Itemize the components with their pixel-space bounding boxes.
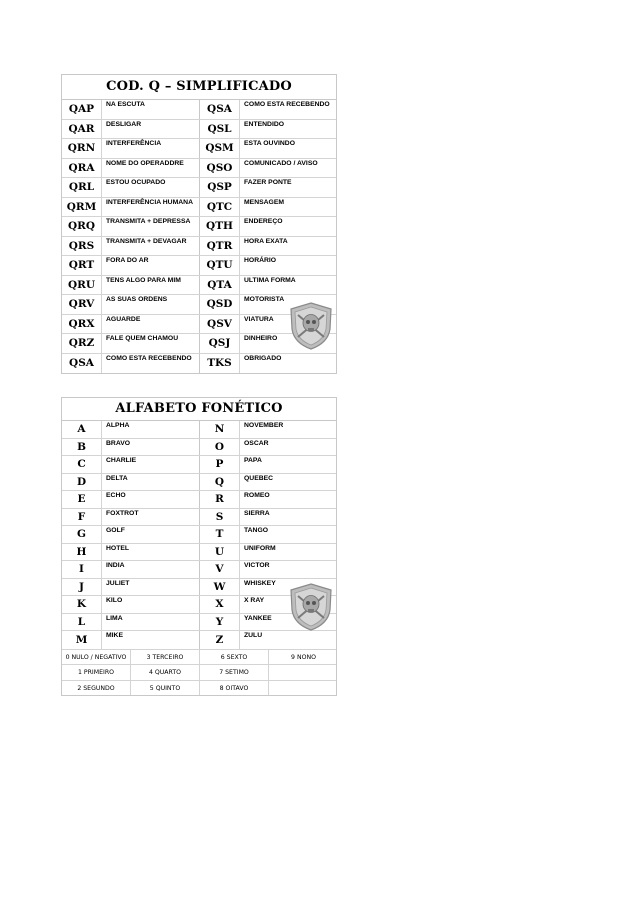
number-word-cell: 3 TERCEIRO [131, 650, 200, 665]
number-word-cell: 2 SEGUNDO [62, 681, 131, 696]
code-cell: L [62, 614, 102, 631]
meaning-cell: COMO ESTA RECEBENDO [244, 101, 330, 108]
meaning-cell: NOVEMBER [244, 422, 284, 429]
meaning-cell: SIERRA [244, 509, 270, 517]
code-cell: S [200, 509, 240, 526]
table-row [62, 276, 336, 296]
code-cell: QSJ [200, 334, 240, 353]
meaning-cell: MOTORISTA [244, 296, 285, 303]
code-cell: QTC [200, 198, 240, 217]
code-cell: Q [200, 474, 240, 491]
number-word-cell: 7 SETIMO [200, 665, 269, 680]
code-cell: QRL [62, 178, 102, 197]
meaning-cell: COMO ESTA RECEBENDO [102, 354, 200, 374]
code-cell: F [62, 509, 102, 526]
table-row [62, 159, 336, 179]
meaning-cell: NOME DO OPERADDRE [102, 159, 200, 178]
meaning-cell: KILO [102, 596, 200, 613]
code-cell: K [62, 596, 102, 613]
code-cell: QTA [200, 276, 240, 295]
meaning-cell: WHISKEY [244, 579, 276, 587]
meaning-cell: FOXTROT [102, 509, 200, 526]
code-cell: QSO [200, 159, 240, 178]
code-cell: D [62, 474, 102, 491]
meaning-cell: MIKE [102, 631, 200, 649]
code-cell: QSL [200, 120, 240, 139]
meaning-cell: DELTA [102, 474, 200, 491]
meaning-cell: BRAVO [102, 439, 200, 456]
code-cell: R [200, 491, 240, 508]
meaning-cell: TRANSMITA + DEVAGAR [102, 237, 200, 256]
code-cell: QRU [62, 276, 102, 295]
code-cell: C [62, 456, 102, 473]
table-row [62, 474, 336, 492]
table-row [62, 491, 336, 509]
meaning-cell: X RAY [244, 597, 265, 604]
number-word-cell: 8 OITAVO [200, 681, 269, 696]
table-row [62, 178, 336, 198]
number-word-cell: 5 QUINTO [131, 681, 200, 696]
table-row [62, 237, 336, 257]
meaning-cell: INDIA [102, 561, 200, 578]
code-cell: QSD [200, 295, 240, 314]
meaning-cell: ENDEREÇO [244, 218, 283, 225]
skull-shield-icon [288, 582, 334, 632]
code-cell: M [62, 631, 102, 649]
meaning-cell: CHARLIE [102, 456, 200, 473]
code-cell: QAR [62, 120, 102, 139]
code-cell: QRV [62, 295, 102, 314]
table-row [62, 561, 336, 579]
code-cell: QTR [200, 237, 240, 256]
code-cell: QTH [200, 217, 240, 236]
code-cell: G [62, 526, 102, 543]
meaning-cell: QUEBEC [244, 474, 274, 482]
phonetic-alphabet-table [61, 397, 337, 696]
meaning-cell: FORA DO AR [102, 256, 200, 275]
meaning-cell: COMUNICADO / AVISO [244, 159, 318, 167]
code-cell: I [62, 561, 102, 578]
table-row [62, 256, 336, 276]
table-row [62, 526, 336, 544]
meaning-cell: ESTA OUVINDO [244, 140, 295, 147]
code-cell: QRQ [62, 217, 102, 236]
table-row [62, 120, 336, 140]
code-cell: QSA [62, 354, 102, 374]
phonetic-alphabet-title: ALFABETO FONÉTICO [62, 398, 336, 421]
number-words-rows [62, 649, 336, 696]
table-row [62, 664, 336, 680]
table-row [62, 544, 336, 562]
code-cell: QSV [200, 315, 240, 334]
meaning-cell: VIATURA [244, 315, 274, 323]
table-row [62, 649, 336, 665]
code-cell: J [62, 579, 102, 596]
code-cell: QRS [62, 237, 102, 256]
code-cell: V [200, 561, 240, 578]
code-cell: N [200, 421, 240, 438]
meaning-cell: TRANSMITA + DEPRESSA [102, 217, 200, 236]
meaning-cell: JULIET [102, 579, 200, 596]
table-row [62, 100, 336, 120]
meaning-cell: INTERFERÊNCIA [102, 139, 200, 158]
code-cell: QRM [62, 198, 102, 217]
meaning-cell: FAZER PONTE [244, 179, 292, 186]
meaning-cell: YANKEE [244, 614, 272, 622]
number-word-cell: 0 NULO / NEGATIVO [62, 650, 131, 665]
meaning-cell: TENS ALGO PARA MIM [102, 276, 200, 295]
meaning-cell: INTERFERÊNCIA HUMANA [102, 198, 200, 217]
meaning-cell: ECHO [102, 491, 200, 508]
code-cell: Y [200, 614, 240, 631]
meaning-cell: DESLIGAR [102, 120, 200, 139]
table-row [62, 680, 336, 696]
code-cell: W [200, 579, 240, 596]
code-cell: QTU [200, 256, 240, 275]
meaning-cell: ZULU [244, 632, 263, 639]
meaning-cell: ULTIMA FORMA [244, 276, 296, 284]
meaning-cell: AS SUAS ORDENS [102, 295, 200, 314]
code-cell: Z [200, 631, 240, 649]
meaning-cell: VICTOR [244, 562, 270, 569]
code-cell: H [62, 544, 102, 561]
meaning-cell: PAPA [244, 457, 262, 464]
meaning-cell: UNIFORM [244, 544, 276, 552]
table-row [62, 631, 336, 649]
code-cell: QRX [62, 315, 102, 334]
meaning-cell: HORÁRIO [244, 257, 277, 264]
code-cell: QRA [62, 159, 102, 178]
table-row [62, 509, 336, 527]
meaning-cell: ALPHA [102, 421, 200, 438]
code-cell: TKS [200, 354, 240, 374]
table-row [62, 217, 336, 237]
meaning-cell: GOLF [102, 526, 200, 543]
code-cell: QRN [62, 139, 102, 158]
skull-shield-icon [288, 301, 334, 351]
table-row [62, 456, 336, 474]
q-code-title: COD. Q – SIMPLIFICADO [62, 75, 336, 100]
table-row [62, 439, 336, 457]
table-row [62, 198, 336, 218]
meaning-cell: LIMA [102, 614, 200, 631]
table-row [62, 354, 336, 374]
meaning-cell: DINHEIRO [244, 335, 278, 342]
code-cell: T [200, 526, 240, 543]
code-cell: P [200, 456, 240, 473]
code-cell: O [200, 439, 240, 456]
number-word-cell [269, 681, 338, 696]
number-word-cell [269, 665, 338, 680]
table-row [62, 421, 336, 439]
code-cell: X [200, 596, 240, 613]
code-cell: QSP [200, 178, 240, 197]
code-cell: QSM [200, 139, 240, 158]
code-cell: E [62, 491, 102, 508]
number-word-cell: 4 QUARTO [131, 665, 200, 680]
meaning-cell: ESTOU OCUPADO [102, 178, 200, 197]
code-cell: QAP [62, 100, 102, 119]
meaning-cell: AGUARDE [102, 315, 200, 334]
code-cell: QRT [62, 256, 102, 275]
code-cell: QSA [200, 100, 240, 119]
meaning-cell: HOTEL [102, 544, 200, 561]
table-row [62, 139, 336, 159]
meaning-cell: OSCAR [244, 439, 269, 447]
meaning-cell: TANGO [244, 527, 269, 534]
code-cell: QRZ [62, 334, 102, 353]
meaning-cell: OBRIGADO [244, 354, 282, 362]
code-cell: B [62, 439, 102, 456]
meaning-cell: ENTENDIDO [244, 120, 285, 128]
meaning-cell: NA ESCUTA [102, 100, 200, 119]
meaning-cell: ROMEO [244, 492, 270, 499]
number-word-cell: 1 PRIMEIRO [62, 665, 131, 680]
meaning-cell: MENSAGEM [244, 198, 285, 206]
meaning-cell: HORA EXATA [244, 237, 288, 245]
number-word-cell: 9 NONO [291, 653, 316, 661]
meaning-cell: FALE QUEM CHAMOU [102, 334, 200, 353]
code-cell: A [62, 421, 102, 438]
code-cell: U [200, 544, 240, 561]
number-word-cell: 6 SEXTO [200, 650, 269, 665]
